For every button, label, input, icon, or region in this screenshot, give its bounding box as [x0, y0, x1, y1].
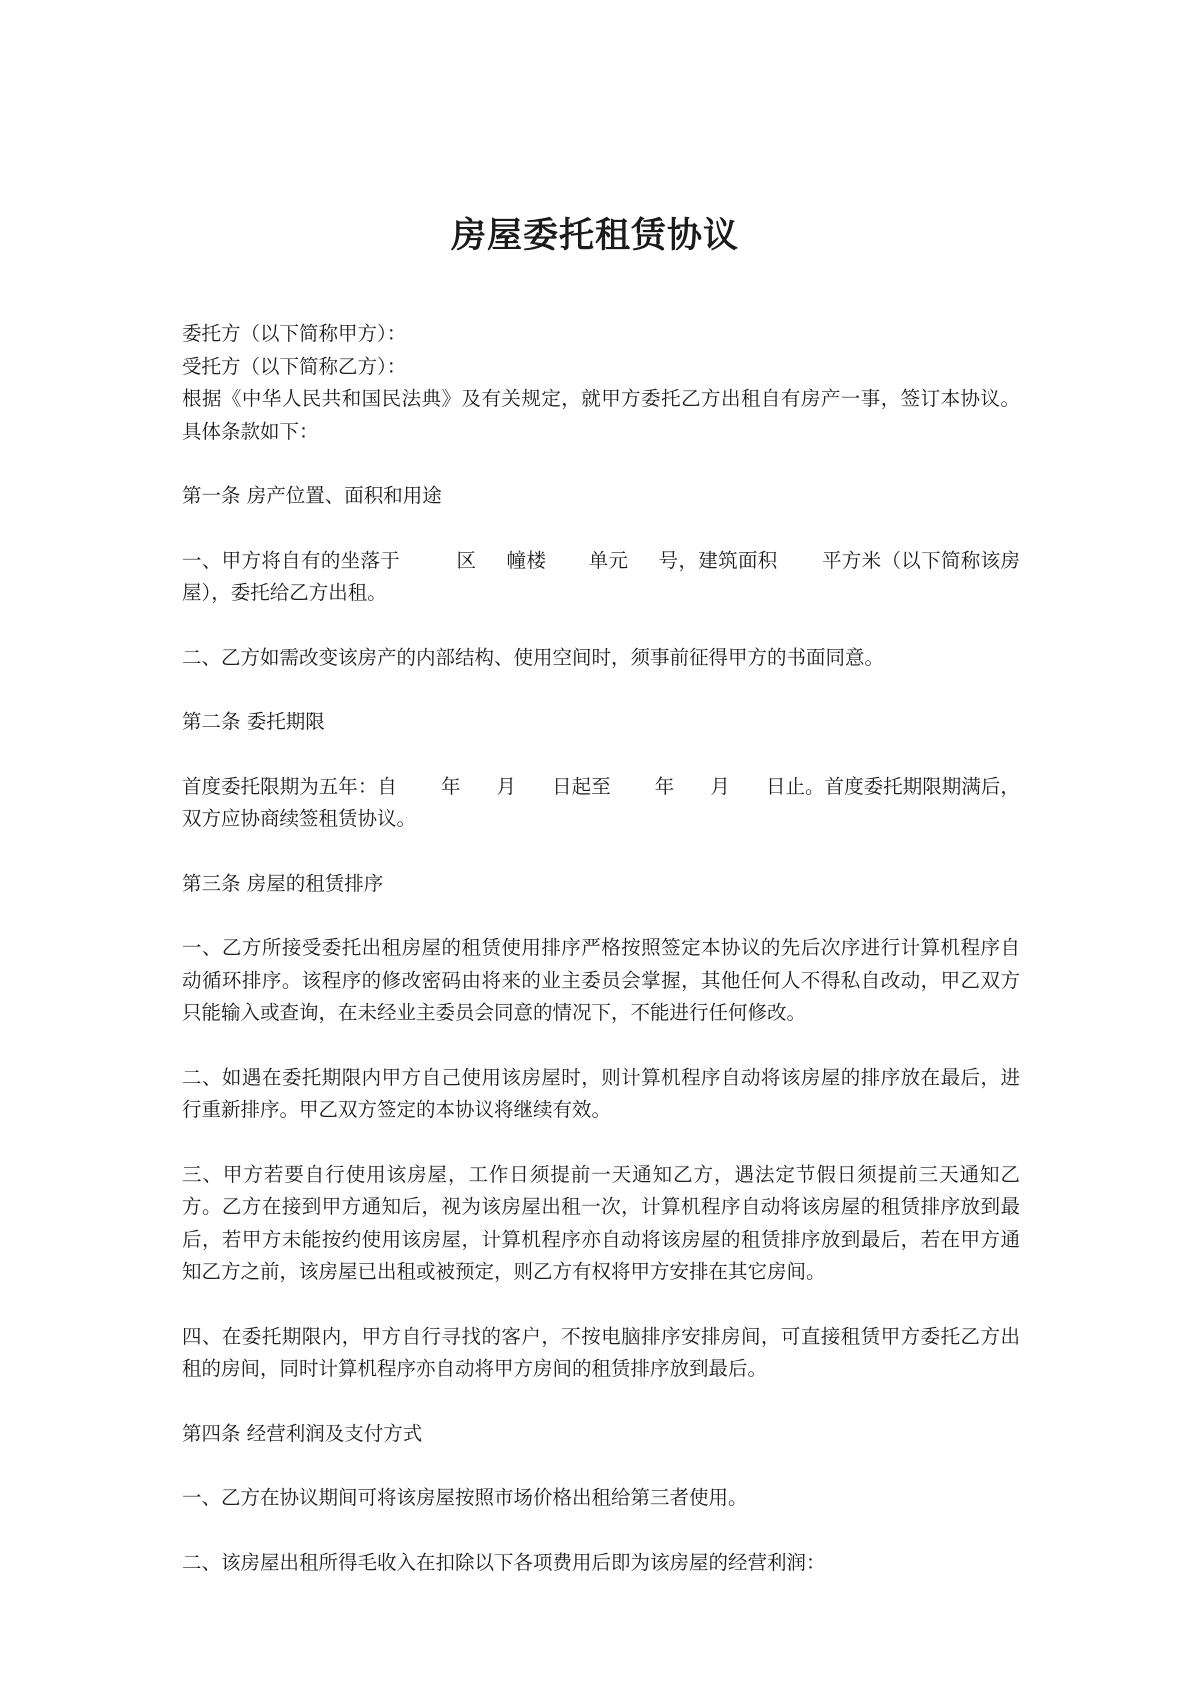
document-title: 房屋委托租赁协议: [450, 215, 739, 256]
article2-item1-part1: 首度委托限期为五年：自: [182, 774, 397, 798]
preamble-paragraph: 根据《中华人民共和国民法典》及有关规定，就甲方委托乙方出租自有房产一事，签订本协议。具体条款如下：: [182, 387, 1020, 443]
article1-item1-part1: 一、甲方将自有的坐落于: [182, 548, 401, 572]
article1-item1-part5: 号，建筑面积: [658, 548, 778, 572]
article1-item2: 二、乙方如需改变该房产的内部结构、使用空间时，须事前征得甲方的书面同意。: [182, 645, 885, 669]
party-a-line: 委托方（以下简称甲方）：: [182, 322, 407, 345]
article2-item1-part3: 月: [496, 774, 517, 798]
article2-heading: 第二条 委托期限: [182, 710, 325, 733]
article3-item2: 二、如遇在委托期限内甲方自己使用该房屋时，则计算机程序自动将该房屋的排序放在最后，进行重新排序。甲乙双方签定的本协议将继续有效。: [182, 1065, 1020, 1121]
article2-item1-part6: 月: [710, 774, 730, 798]
article1-item1-part2: 区: [456, 548, 477, 572]
article2-item1-part4: 日起至: [552, 774, 611, 798]
article1-heading: 第一条 房产位置、面积和用途: [182, 484, 442, 507]
party-b-line: 受托方（以下简称乙方）：: [182, 354, 407, 378]
article4-heading: 第四条 经营利润及支付方式: [182, 1421, 423, 1445]
article3-item3: 三、甲方若要自行使用该房屋，工作日须提前一天通知乙方，遇法定节假日须提前三天通知乙方。乙方在接到甲方通知后，视为该房屋出租一次，计算机程序自动将该房屋的租赁排序放到最后，若甲方未能按约使用该房屋，计算机程序亦自动将该房屋的租赁排序放到最后，若在甲方通知乙方之前，该房屋已出租或被预定，则乙方有权将甲方安排在其它房间。: [182, 1162, 1020, 1283]
article2-item1-part7: 日止。首度委托期限期满后，双方应协商续签租赁协议。: [182, 774, 1020, 830]
article4-item1: 一、乙方在协议期间可将该房屋按照市场价格出租给第三者使用。: [182, 1486, 748, 1509]
document-body: [182, 318, 1020, 1579]
article3-item1: 一、乙方所接受委托出租房屋的租赁使用排序严格按照签定本协议的先后次序进行计算机程序自动循环排序。该程序的修改密码由将来的业主委员会掌握，其他任何人不得私自改动，甲乙双方只能输入或查询，在未经业主委员会同意的情况下，不能进行任何修改。: [182, 936, 1020, 1024]
article2-item1-part5: 年: [654, 774, 675, 798]
article4-item2: 二、该房屋出租所得毛收入在扣除以下各项费用后即为该房屋的经营利润：: [182, 1550, 826, 1574]
article2-item1-part2: 年: [440, 774, 461, 798]
article3-heading: 第三条 房屋的租赁排序: [182, 871, 384, 895]
article1-item1-part4: 单元: [588, 548, 629, 572]
article3-item4: 四、在委托期限内，甲方自行寻找的客户，不按电脑排序安排房间，可直接租赁甲方委托乙方出租的房间，同时计算机程序亦自动将甲方房间的租赁排序放到最后。: [182, 1324, 1020, 1380]
article2-item1: [182, 771, 1020, 836]
article1-item1: [182, 545, 1020, 610]
article1-item1-part3: 幢楼: [506, 548, 547, 572]
article1-item1-part6: 平方米（以下简称该房屋），委托给乙方出租。: [182, 548, 1020, 604]
